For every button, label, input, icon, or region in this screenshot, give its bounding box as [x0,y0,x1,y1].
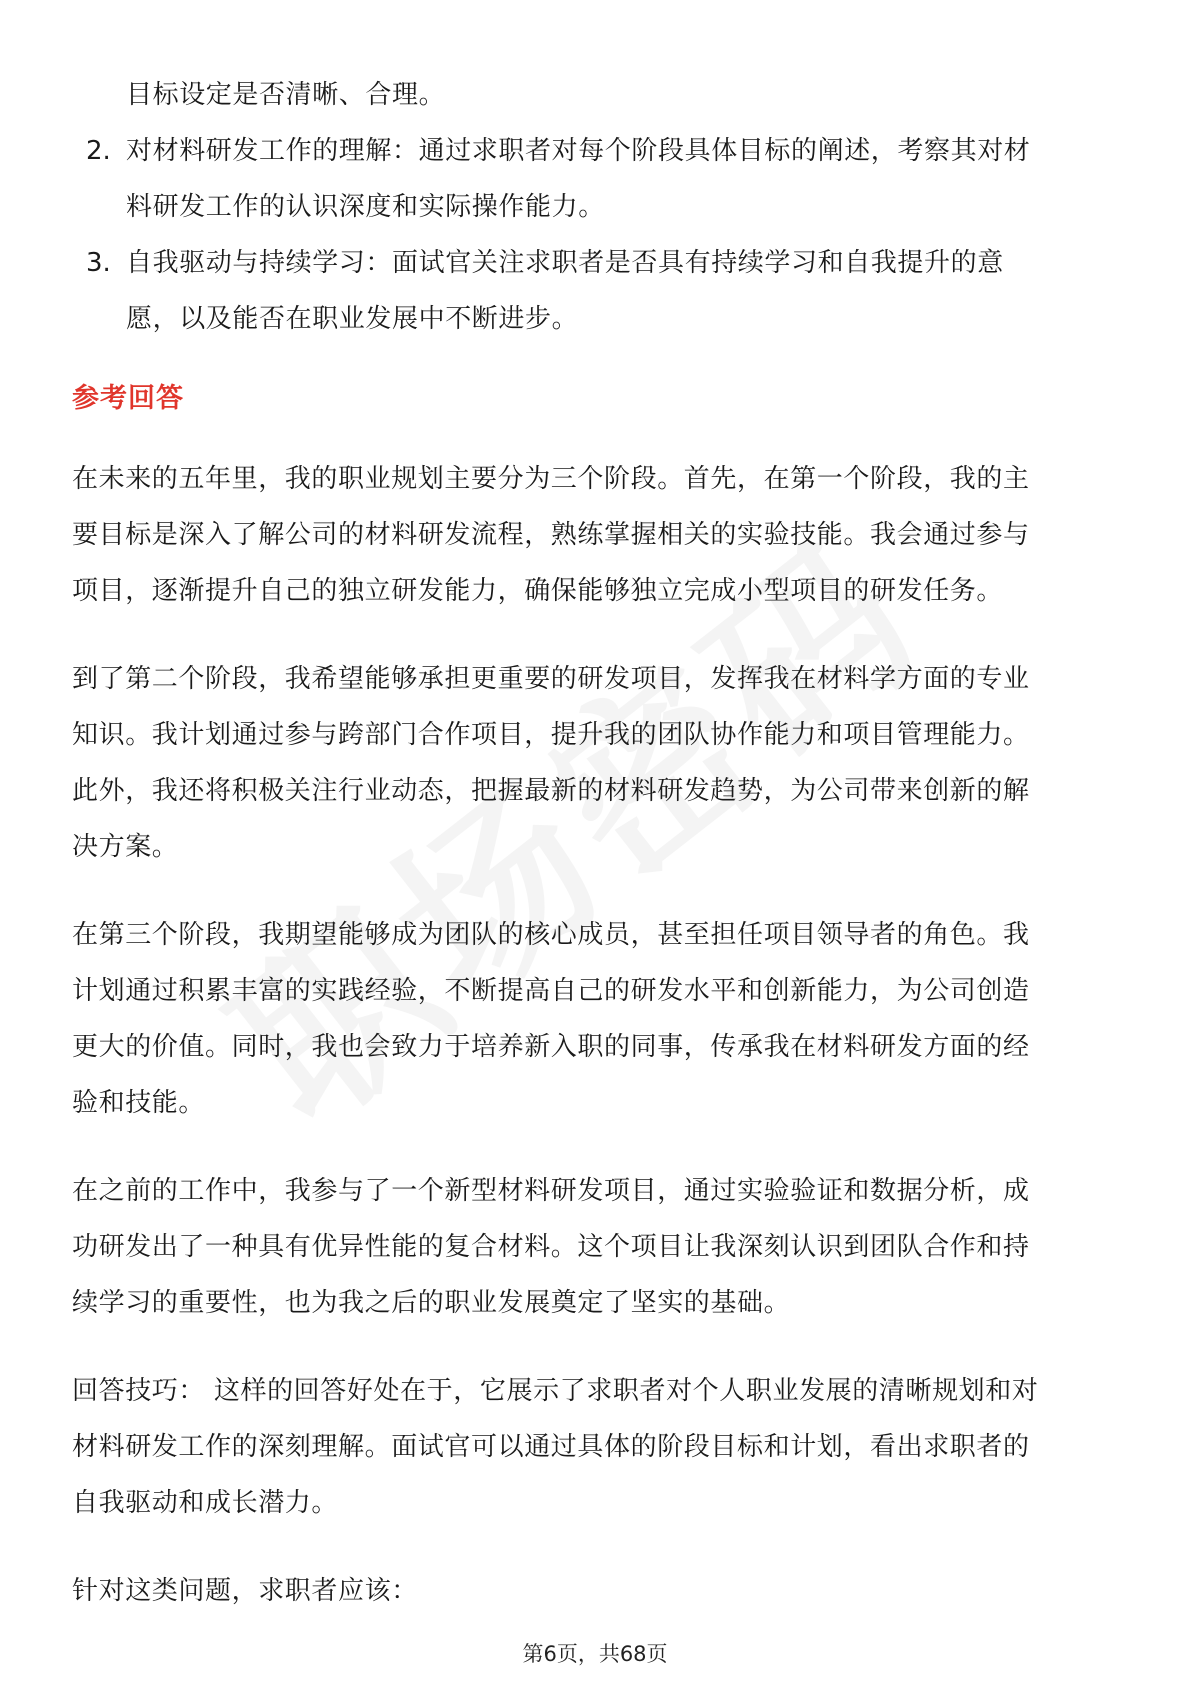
section-heading: 参考回答 [72,383,184,414]
list-item-continuation: 目标设定是否清晰、合理。 [126,80,446,110]
paragraph-line: 验和技能。 [72,1088,206,1118]
paragraph-line: 在未来的五年里，我的职业规划主要分为三个阶段。首先，在第一个阶段，我的主 [72,464,1030,494]
page-number-footer: 第6页，共68页 [522,1642,668,1666]
paragraph-line: 知识。我计划通过参与跨部门合作项目，提升我的团队协作能力和项目管理能力。 [72,720,1030,750]
list-item-line: 料研发工作的认识深度和实际操作能力。 [126,192,605,222]
list-item-line: 愿，以及能否在职业发展中不断进步。 [126,304,579,334]
paragraph-line: 更大的价值。同时，我也会致力于培养新入职的同事，传承我在材料研发方面的经 [72,1032,1030,1062]
list-item-number: 3. [86,248,111,278]
paragraph-line: 自我驱动和成长潜力。 [72,1488,339,1518]
paragraph-line: 续学习的重要性，也为我之后的职业发展奠定了坚实的基础。 [72,1288,791,1318]
paragraph-line: 回答技巧： 这样的回答好处在于，它展示了求职者对个人职业发展的清晰规划和对 [72,1376,1039,1406]
list-item-number: 2. [86,136,111,166]
paragraph-line: 此外，我还将积极关注行业动态，把握最新的材料研发趋势，为公司带来创新的解 [72,776,1030,806]
paragraph-line: 决方案。 [72,832,179,862]
paragraph-line: 材料研发工作的深刻理解。面试官可以通过具体的阶段目标和计划，看出求职者的 [72,1432,1030,1462]
list-item-line: 对材料研发工作的理解：通过求职者对每个阶段具体目标的阐述，考察其对材 [126,136,1031,166]
paragraph-line: 针对这类问题，求职者应该： [72,1576,418,1606]
list-item-line: 自我驱动与持续学习：面试官关注求职者是否具有持续学习和自我提升的意 [126,248,1004,278]
paragraph-line: 在第三个阶段，我期望能够成为团队的核心成员，甚至担任项目领导者的角色。我 [72,920,1030,950]
paragraph-line: 要目标是深入了解公司的材料研发流程，熟练掌握相关的实验技能。我会通过参与 [72,520,1030,550]
paragraph-line: 功研发出了一种具有优异性能的复合材料。这个项目让我深刻认识到团队合作和持 [72,1232,1030,1262]
paragraph-line: 在之前的工作中，我参与了一个新型材料研发项目，通过实验验证和数据分析，成 [72,1176,1030,1206]
paragraph-line: 计划通过积累丰富的实践经验，不断提高自己的研发水平和创新能力，为公司创造 [72,976,1030,1006]
paragraph-line: 到了第二个阶段，我希望能够承担更重要的研发项目，发挥我在材料学方面的专业 [72,664,1030,694]
paragraph-line: 项目，逐渐提升自己的独立研发能力，确保能够独立完成小型项目的研发任务。 [72,576,1004,606]
